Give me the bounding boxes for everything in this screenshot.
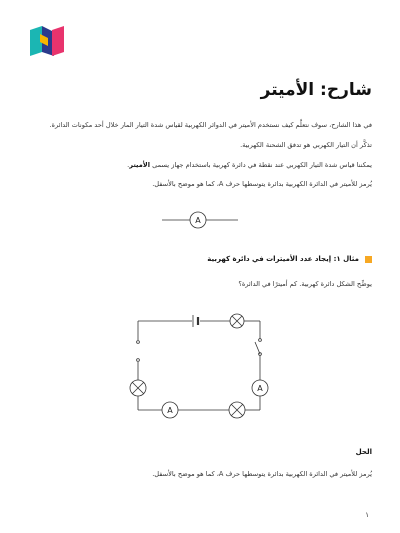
solution-paragraph: يُرمز للأميتر في الدائرة الكهربية بدائرة يتوسطها حرف A، كما هو موضح بالأسفل. [152, 470, 372, 478]
ammeter-icon [252, 380, 268, 396]
reminder-paragraph: تذكَّر أن التيار الكهربي هو تدفق الشحنة الكهربية. [240, 141, 372, 149]
example-question: يوضِّح الشكل دائرة كهربية. كم أميترًا في الدائرة؟ [238, 280, 372, 288]
ammeter-term: الأميتر [129, 161, 150, 169]
ammeter-icon [162, 402, 178, 418]
example-heading [207, 255, 372, 263]
ammeter-letter: A [257, 384, 263, 393]
battery-icon [193, 315, 198, 327]
ammeter-definition-paragraph: يمكننا قياس شدة التيار الكهربي عند نقطة في دائرة كهربية باستخدام جهاز يسمى الأميتر. [127, 161, 372, 169]
definition-text: يمكننا قياس شدة التيار الكهربي عند نقطة في دائرة كهربية باستخدام جهاز يسمى [149, 161, 372, 169]
nagwa-logo [30, 26, 64, 56]
ammeter-letter: A [167, 406, 173, 415]
circuit-diagram [120, 310, 280, 430]
intro-paragraph: في هذا الشارح، سوف نتعلَّم كيف نستخدم الأميتر في الدوائر الكهربية لقياس شدة التيار المار خلال أحد مكونات الدائرة. [49, 121, 372, 129]
switch-icon [255, 339, 261, 356]
symbol-paragraph: يُرمز للأميتر في الدائرة الكهربية بدائرة يتوسطها حرف A، كما هو موضح بالأسفل. [152, 180, 372, 188]
page-title: شارح: الأميتر [260, 80, 372, 100]
ammeter-letter: A [195, 216, 201, 225]
bullet-square-icon [365, 256, 372, 263]
left-contacts [137, 341, 140, 362]
page-number: ١ [365, 511, 369, 519]
lamp-icon [229, 402, 245, 418]
ammeter-symbol-figure [162, 211, 238, 229]
lamp-icon [230, 314, 244, 328]
solution-heading: الحل [355, 448, 372, 456]
example-label: مثال ١: إيجاد عدد الأميترات في دائرة كهربية [207, 255, 359, 263]
lamp-icon [130, 380, 146, 396]
